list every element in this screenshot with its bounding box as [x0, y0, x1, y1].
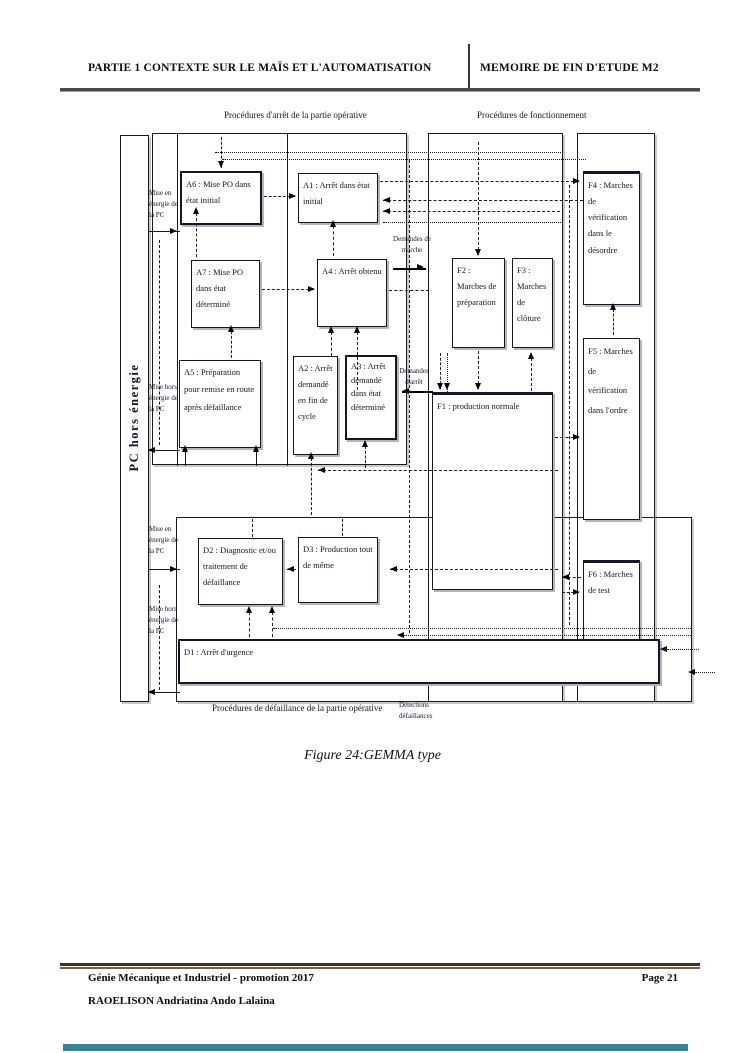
- arrowhead-u: [308, 452, 314, 459]
- connector-line: [390, 569, 558, 570]
- header-left-title: PARTIE 1 CONTEXTE SUR LE MAÏS ET L'AUTOMATISATION: [88, 62, 432, 74]
- gemma-state-A5-label: A5 : Préparation pour remise en route après défaillance: [184, 367, 255, 412]
- connector-line: [231, 331, 232, 358]
- gemma-state-F4: [583, 171, 640, 305]
- zone-label-defaillance: Procédures de défaillance de la partie opérative: [212, 703, 383, 713]
- connector-line: [196, 213, 197, 257]
- connector-line: [272, 612, 273, 637]
- zone-label-arret: Procédures d'arrêt de la partie opérative: [224, 110, 367, 120]
- footer-rule-top: [60, 963, 700, 966]
- connector-line: [311, 458, 312, 515]
- gemma-state-D1-label: D1 : Arrêt d'urgence: [184, 647, 254, 657]
- arrowhead-u: [528, 352, 534, 359]
- connector-line: [357, 332, 358, 390]
- gemma-state-F5: [583, 338, 640, 520]
- arrowhead-l: [562, 574, 569, 580]
- connector-line: [409, 160, 410, 633]
- gemma-state-F6-label: F6 : Marches de test: [588, 569, 633, 596]
- arrowhead-l: [397, 632, 404, 638]
- connector-line: [383, 200, 583, 201]
- gemma-state-D1: [178, 639, 660, 684]
- connector-line: [159, 585, 160, 690]
- connector-line: [569, 185, 570, 625]
- gemma-state-F3-label: F3 : Marches de clôture: [517, 265, 547, 324]
- gemma-state-F4-label: F4 : Marches de vérification dans le désordre: [588, 180, 633, 255]
- header-rule: [60, 88, 700, 92]
- gemma-state-D2-label: D2 : Diagnostic et/ou traitement de défaillance: [203, 545, 276, 588]
- connector-line: [159, 240, 160, 445]
- side-label-mise-hors-energie-2: Mise hors énergie de la PC: [149, 605, 178, 635]
- connector-line: [262, 289, 314, 290]
- arrowhead-r: [170, 228, 177, 234]
- gemma-state-F5-label: F5 : Marches de vérification dans l'ordre: [588, 346, 633, 415]
- connector-line: [331, 332, 332, 356]
- gemma-state-A2: [293, 356, 338, 455]
- arrowhead-d: [218, 161, 224, 168]
- arrowhead-r: [417, 264, 424, 270]
- arrowhead-u: [269, 606, 275, 613]
- gemma-state-A6: [180, 171, 262, 225]
- gemma-state-A3: [345, 355, 397, 440]
- arrowhead-l: [688, 669, 695, 675]
- arrowhead-u: [330, 220, 336, 227]
- gemma-state-A4: [317, 259, 387, 327]
- side-label-mise-en-energie-2: Mise en énergie de la PC: [149, 525, 178, 555]
- gemma-state-A4-label: A4 : Arrêt obtenu: [322, 266, 382, 276]
- arrowhead-l: [383, 208, 390, 214]
- arrowhead-l: [383, 197, 390, 203]
- arrowhead-u: [328, 326, 334, 333]
- arrowhead-r: [573, 178, 580, 184]
- arrowhead-l: [390, 566, 397, 572]
- arrowhead-u: [182, 445, 188, 452]
- arrowhead-u: [246, 606, 252, 613]
- gemma-state-D2: [198, 538, 283, 605]
- arrowhead-l: [318, 467, 325, 473]
- zone-label-fonctionnement: Procédures de fonctionnement: [477, 110, 587, 120]
- connector-line: [478, 142, 479, 255]
- connector-line: [383, 222, 563, 223]
- gemma-state-A5: [179, 360, 261, 448]
- arrowhead-d: [475, 249, 481, 256]
- connector-line: [222, 159, 586, 160]
- arrowhead-u: [253, 445, 259, 452]
- arrowhead-l: [148, 689, 155, 695]
- gemma-state-F1-label: F1 : production normale: [437, 401, 520, 411]
- pc-hors-energie-label: PC hors énergie: [127, 363, 141, 472]
- connector-line: [666, 649, 699, 650]
- connector-line: [403, 635, 691, 636]
- connector-line: [215, 152, 563, 153]
- arrowhead-l: [402, 388, 409, 394]
- gemma-state-F1: [432, 392, 553, 590]
- arrowhead-u: [362, 440, 368, 447]
- gemma-state-A6-label: A6 : Mise PO dans état initial: [186, 179, 251, 206]
- arrowhead-r: [573, 434, 580, 440]
- header-right-title: MEMOIRE DE FIN D'ETUDE M2: [480, 62, 659, 74]
- gemma-state-A7: [191, 260, 260, 328]
- flow-label-detections-defaillances: Détections défaillances: [399, 701, 433, 720]
- arrowhead-u: [610, 303, 616, 310]
- connector-line: [273, 628, 691, 629]
- arrowhead-r: [573, 589, 580, 595]
- arrowhead-u: [193, 207, 199, 214]
- gemma-state-F2-label: F2 : Marches de préparation: [457, 265, 497, 308]
- connector-line: [252, 519, 253, 537]
- bottom-accent-bar: [63, 1044, 688, 1051]
- gemma-state-F2: [452, 258, 505, 348]
- footer-page-number: Page 21: [641, 972, 678, 984]
- side-label-mise-en-energie-1: Mise en énergie de la PC: [149, 189, 178, 219]
- connector-line: [365, 446, 366, 468]
- arrowhead-r: [308, 286, 315, 292]
- connector-line: [531, 358, 532, 391]
- footer-author: RAOELISON Andriatina Ando Lalaina: [88, 995, 275, 1007]
- arrowhead-d: [437, 383, 443, 390]
- gemma-state-D3: [298, 537, 378, 603]
- gemma-state-D3-label: D3 : Production tout de même: [303, 544, 373, 571]
- arrowhead-d: [444, 383, 450, 390]
- connector-line: [256, 451, 257, 466]
- header-divider: [468, 44, 470, 88]
- gemma-state-A1-label: A1 : Arrêt dans état initial: [303, 180, 370, 207]
- arrowhead-l: [287, 566, 294, 572]
- side-label-mise-hors-energie-1: Mise hors énergie de la PC: [149, 383, 178, 413]
- arrowhead-u: [354, 326, 360, 333]
- connector-line: [177, 133, 178, 466]
- connector-line: [287, 133, 288, 466]
- connector-line: [333, 226, 334, 256]
- connector-line: [249, 612, 250, 637]
- arrowhead-l: [148, 447, 155, 453]
- flow-label-demandes-arret: Demandes d'arrêt: [399, 367, 429, 386]
- footer-program: Génie Mécanique et Industriel - promotion 2017: [88, 972, 314, 984]
- gemma-state-A7-label: A7 : Mise PO dans état déterminé: [196, 267, 243, 310]
- connector-line: [318, 470, 558, 471]
- arrowhead-d: [475, 383, 481, 390]
- gemma-state-F3: [512, 258, 553, 348]
- connector-line: [185, 451, 186, 466]
- gemma-state-A3-label: A3 : Arrêt demandé dans état déterminé: [351, 361, 386, 412]
- arrowhead-r: [289, 193, 296, 199]
- connector-line: [613, 309, 614, 335]
- arrowhead-u: [228, 325, 234, 332]
- connector-line: [342, 519, 343, 536]
- connector-line: [694, 672, 715, 673]
- arrowhead-l: [660, 646, 667, 652]
- footer-rule-bottom: [60, 967, 700, 969]
- gemma-state-A1: [298, 173, 378, 223]
- arrowhead-r: [170, 566, 177, 572]
- pc-hors-energie-column: [120, 135, 149, 702]
- gemma-state-A2-label: A2 : Arrêt demandé en fin de cycle: [298, 363, 333, 422]
- figure-caption: Figure 24:GEMMA type: [304, 748, 441, 763]
- flow-label-demandes-de-marche: Demandes de marche: [393, 235, 431, 254]
